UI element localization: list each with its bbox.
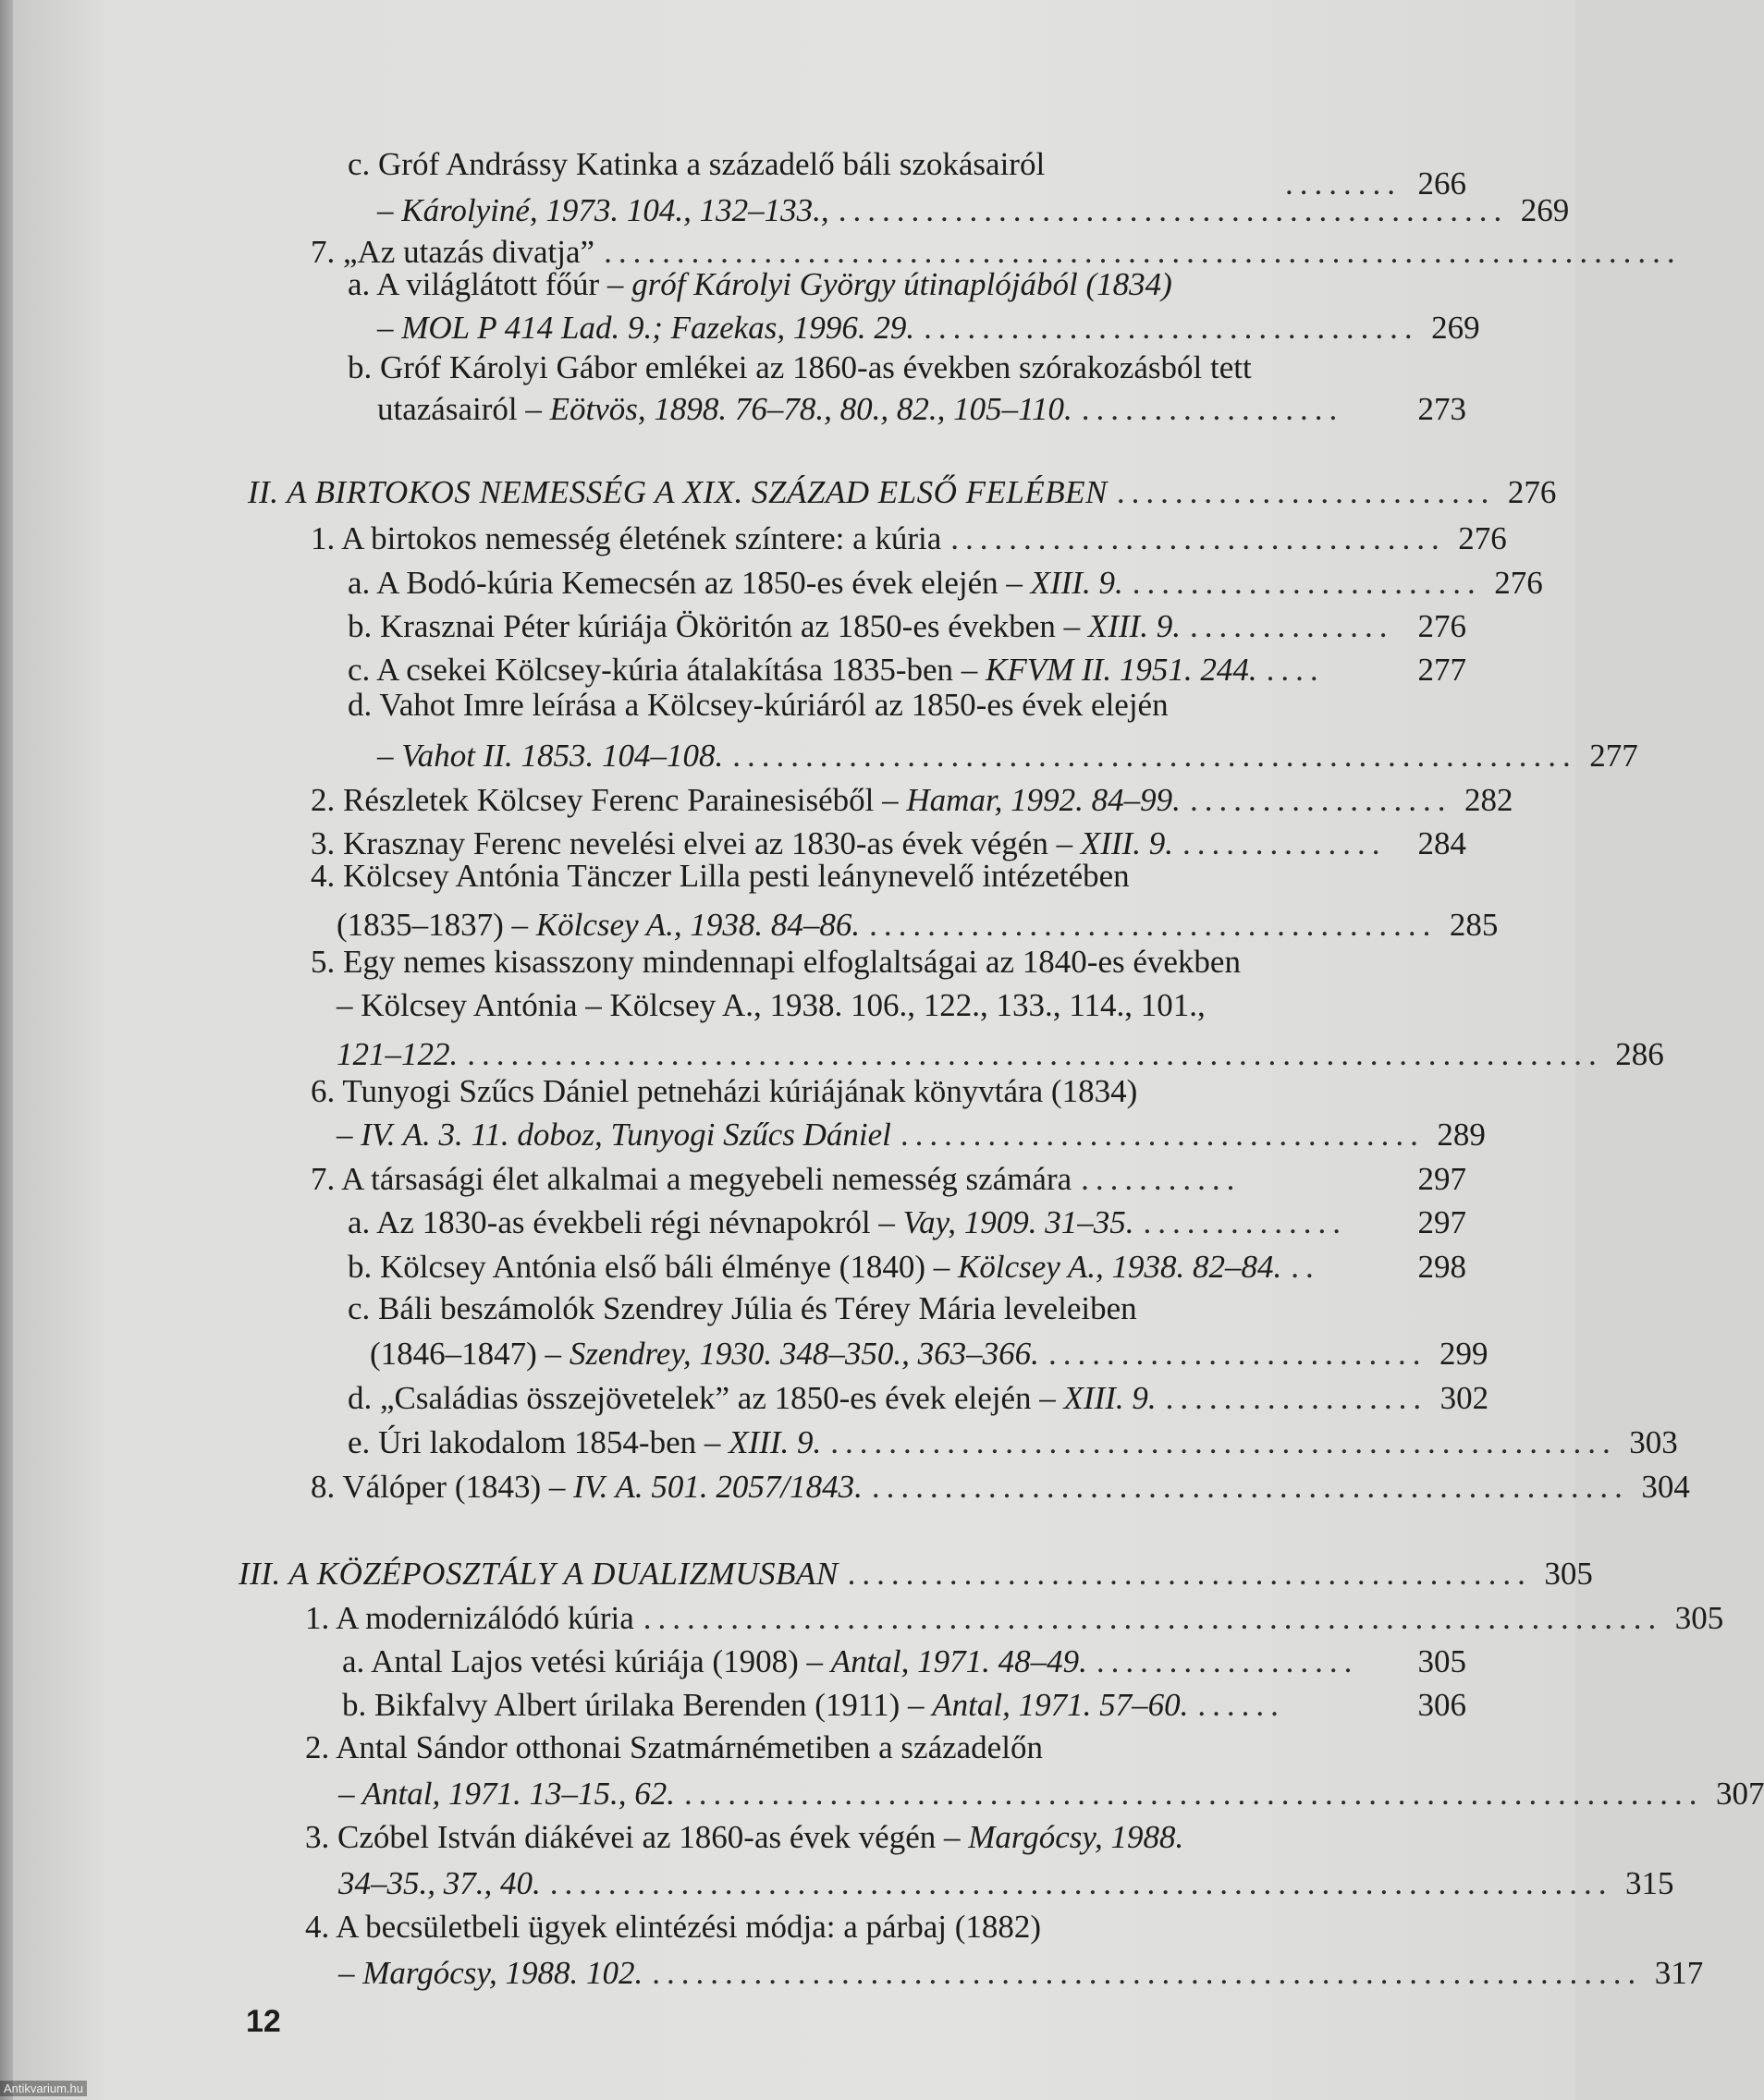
page-ref: 317 [1654, 1955, 1704, 1991]
toc-entry [348, 1288, 1137, 1330]
page-ref: 269 [1520, 192, 1570, 228]
entry-text: 121–122. [337, 1036, 459, 1072]
toc-entry: 3. Krasznay Ferenc nevelési elvei az 1830-as évek végén – XIII. 9. .............. 284 [311, 823, 1466, 865]
toc-entry: 7. A társasági élet alkalmai a megyebeli nemesség számára ........... 297 [311, 1158, 1466, 1201]
entry-text: 1. A birtokos nemesség életének színtere: a kúria [311, 520, 942, 556]
entry-text: a. A világlátott főúr – gróf Károlyi György útinaplójából (1834) [348, 266, 1172, 302]
page-ref: 306 [1417, 1687, 1466, 1723]
entry-text: 7. A társasági élet alkalmai a megyebeli nemesség számára [311, 1161, 1072, 1197]
toc-entry [348, 263, 1172, 306]
entry-text: 3. Czóbel István diákévei az 1860-as évek végén – Margócsy, 1988. [305, 1819, 1184, 1855]
entry-text: – IV. A. 3. 11. doboz, Tunyogi Szűcs Dániel [337, 1117, 891, 1153]
toc-entry: a. Az 1830-as évekbeli régi névnapokról – Vay, 1909. 31–35. .............. 297 [348, 1202, 1466, 1244]
entry-text: 7. „Az utazás divatja” [311, 234, 595, 270]
entry-text: utazásairól – Eötvös, 1898. 76–78., 80., 82., 105–110. [377, 391, 1072, 427]
entry-text: a. Az 1830-as évekbeli régi névnapokról – Vay, 1909. 31–35. [348, 1204, 1134, 1240]
entry-text: d. Vahot Imre leírása a Kölcsey-kúriáról az 1850-es évek elején [348, 687, 1169, 723]
page-ref: 276 [1417, 608, 1466, 644]
entry-text: 4. A becsületbeli ügyek elintézési módja: a párbaj (1882) [305, 1909, 1042, 1945]
toc-entry: – MOL P 414 Lad. 9.; Fazekas, 1996. 29. .................................. 269 [377, 307, 1466, 349]
entry-text: – Antal, 1971. 13–15., 62. [338, 1776, 675, 1812]
chapter-title: III. A KÖZÉPOSZTÁLY A DUALIZMUSBAN [239, 1556, 839, 1592]
page-ref: 302 [1439, 1380, 1489, 1416]
page-number: 12 [246, 2004, 281, 2039]
entry-text: 4. Kölcsey Antónia Tänczer Lilla pesti leánynevelő intézetében [311, 858, 1130, 894]
toc-entry [348, 347, 1252, 389]
chapter-heading: III. A KÖZÉPOSZTÁLY A DUALIZMUSBAN ............................................... 305 [239, 1553, 1466, 1595]
toc-entry: 1. A birtokos nemesség életének színtere: a kúria .................................. 276 [311, 518, 1466, 560]
entry-text: – Margócsy, 1988. 102. [338, 1955, 643, 1991]
entry-text: 8. Válóper (1843) – IV. A. 501. 2057/1843. [311, 1469, 863, 1505]
page-ref: 285 [1449, 907, 1499, 943]
entry-text: c. Gróf Andrássy Katinka a századelő báli szokásairól [348, 146, 1046, 182]
chapter-title: II. A BIRTOKOS NEMESSÉG A XIX. SZÁZAD ELSŐ FELÉBEN [248, 474, 1108, 510]
toc-entry-page-row: ........ 266 [1276, 163, 1466, 205]
entry-text: – Károlyiné, 1973. 104., 132–133., [377, 192, 829, 228]
page-ref: 276 [1494, 565, 1543, 601]
page-ref: 286 [1615, 1036, 1664, 1072]
toc-entry [311, 941, 1241, 983]
page-ref: 303 [1629, 1424, 1678, 1460]
toc-entry: 121–122. .............................................................................. 286 [337, 1033, 1466, 1076]
toc-entry: b. Bikfalvy Albert úrilaka Berenden (1911) – Antal, 1971. 57–60. ...... 306 [342, 1684, 1466, 1727]
toc-entry: b. Kölcsey Antónia első báli élménye (1840) – Kölcsey A., 1938. 82–84. .. 298 [348, 1246, 1466, 1288]
toc-entry: 1. A modernizálódó kúria ...................................................................... 305 [305, 1597, 1466, 1640]
toc-entry [348, 684, 1169, 726]
toc-entry [305, 1906, 1041, 1948]
entry-text: c. Báli beszámolók Szendrey Júlia és Térey Mária leveleiben [348, 1290, 1137, 1326]
page-ref: 298 [1417, 1249, 1466, 1285]
toc-entry: – Károlyiné, 1973. 104., 132–133., .............................................. 269 [377, 189, 1466, 232]
entry-text: b. Bikfalvy Albert úrilaka Berenden (1911) – Antal, 1971. 57–60. [342, 1687, 1189, 1723]
entry-text: a. Antal Lajos vetési kúriája (1908) – Antal, 1971. 48–49. [342, 1643, 1087, 1679]
watermark: Antikvarium.hu [0, 2081, 87, 2096]
page-ref: 277 [1589, 738, 1638, 774]
toc-entry [305, 1816, 1183, 1859]
page-ref: 297 [1417, 1204, 1466, 1240]
page-ref: 299 [1439, 1336, 1488, 1372]
toc-entry [311, 1070, 1137, 1113]
toc-entry: (1846–1847) – Szendrey, 1930. 348–350., 363–366. .......................... 299 [370, 1333, 1466, 1375]
toc-entry: e. Úri lakodalom 1854-ben – XIII. 9. ...................................................... 303 [348, 1422, 1466, 1464]
toc-entry: d. „Családias összejövetelek” az 1850-es évek elején – XIII. 9. .................. 302 [348, 1377, 1466, 1420]
toc-entry: b. Krasznai Péter kúriája Ököritón az 1850-es években – XIII. 9. .............. 276 [348, 605, 1466, 648]
toc-entry [348, 143, 1045, 186]
entry-text: e. Úri lakodalom 1854-ben – XIII. 9. [348, 1424, 822, 1460]
toc-entry [337, 984, 1206, 1027]
entry-text: – Kölcsey Antónia – Kölcsey A., 1938. 106., 122., 133., 114., 101., [337, 987, 1206, 1023]
page-ref: 273 [1417, 391, 1466, 427]
toc-entry: – Margócsy, 1988. 102. .................................................................... 317 [338, 1952, 1466, 1995]
page-ref: 304 [1641, 1469, 1690, 1505]
entry-text: d. „Családias összejövetelek” az 1850-es évek elején – XIII. 9. [348, 1380, 1157, 1416]
page-ref: 305 [1544, 1556, 1593, 1592]
toc-entry [311, 855, 1130, 897]
toc-entry: utazásairól – Eötvös, 1898. 76–78., 80., 82., 105–110. .................. 273 [377, 388, 1466, 431]
page-ref: 297 [1417, 1161, 1466, 1197]
entry-text: b. Kölcsey Antónia első báli élménye (1840) – Kölcsey A., 1938. 82–84. [348, 1249, 1282, 1285]
page-ref: 276 [1507, 474, 1557, 510]
toc-entry: 7. „Az utazás divatja” .......................................................................... [311, 231, 1466, 274]
toc-entry: 34–35., 37., 40. ......................................................................... 315 [338, 1862, 1466, 1905]
entry-text: (1846–1847) – Szendrey, 1930. 348–350., 363–366. [370, 1336, 1039, 1372]
page-ref: 266 [1417, 165, 1466, 201]
toc-entry: 2. Részletek Kölcsey Ferenc Parainesiséből – Hamar, 1992. 84–99. .................. 282 [311, 779, 1466, 822]
page-ref: 305 [1674, 1600, 1724, 1636]
toc-entry: a. Antal Lajos vetési kúriája (1908) – Antal, 1971. 48–49. .................. 305 [342, 1641, 1466, 1683]
entry-text: – MOL P 414 Lad. 9.; Fazekas, 1996. 29. [377, 310, 915, 346]
entry-text: c. A csekei Kölcsey-kúria átalakítása 1835-ben – KFVM II. 1951. 244. [348, 652, 1257, 688]
entry-text: 2. Részletek Kölcsey Ferenc Parainesiséből – Hamar, 1992. 84–99. [311, 782, 1181, 818]
toc-entry: – Vahot II. 1853. 104–108. .......................................................... 277 [377, 735, 1466, 777]
entry-text: b. Krasznai Péter kúriája Ököritón az 1850-es években – XIII. 9. [348, 608, 1181, 644]
toc-entry: a. A Bodó-kúria Kemecsén az 1850-es évek elején – XIII. 9. ........................ 276 [348, 562, 1466, 604]
entry-text: – Vahot II. 1853. 104–108. [377, 738, 724, 774]
entry-text: b. Gróf Károlyi Gábor emlékei az 1860-as években szórakozásból tett [348, 349, 1252, 385]
page-ref: 282 [1464, 782, 1513, 818]
page-ref: 307 [1715, 1776, 1764, 1812]
page-ref: 276 [1458, 520, 1507, 556]
toc-entry: 8. Válóper (1843) – IV. A. 501. 2057/1843. .................................................... 304 [311, 1466, 1466, 1508]
entry-text: a. A Bodó-kúria Kemecsén az 1850-es évek elején – XIII. 9. [348, 565, 1123, 601]
toc-entry: – IV. A. 3. 11. doboz, Tunyogi Szűcs Dániel .................................... 289 [337, 1114, 1466, 1156]
entry-text: (1835–1837) – Kölcsey A., 1938. 84–86. [337, 907, 861, 943]
page-ref: 315 [1625, 1865, 1674, 1901]
page-ref: 305 [1417, 1643, 1466, 1679]
entry-text: 3. Krasznay Ferenc nevelési elvei az 1830-as évek végén – XIII. 9. [311, 825, 1173, 861]
entry-text: 34–35., 37., 40. [338, 1865, 541, 1901]
page-ref: 269 [1431, 310, 1480, 346]
chapter-heading: II. A BIRTOKOS NEMESSÉG A XIX. SZÁZAD ELSŐ FELÉBEN .......................... 276 [248, 471, 1466, 514]
toc-entry: c. A csekei Kölcsey-kúria átalakítása 1835-ben – KFVM II. 1951. 244. .... 277 [348, 649, 1466, 691]
page-ref: 284 [1417, 825, 1466, 861]
entry-text: 2. Antal Sándor otthonai Szatmárnémetiben a századelőn [305, 1729, 1043, 1765]
entry-text: 1. A modernizálódó kúria [305, 1600, 634, 1636]
page-ref: 289 [1437, 1117, 1486, 1153]
page-ref: 277 [1417, 652, 1466, 688]
toc-entry: – Antal, 1971. 13–15., 62. ...................................................................... 307 [338, 1773, 1466, 1815]
toc-entry: (1835–1837) – Kölcsey A., 1938. 84–86. ....................................... 285 [337, 904, 1466, 946]
toc-entry [305, 1727, 1043, 1769]
entry-text: 5. Egy nemes kisasszony mindennapi elfoglaltságai az 1840-es években [311, 944, 1241, 980]
entry-text: 6. Tunyogi Szűcs Dániel petneházi kúriájának könyvtára (1834) [311, 1073, 1138, 1109]
